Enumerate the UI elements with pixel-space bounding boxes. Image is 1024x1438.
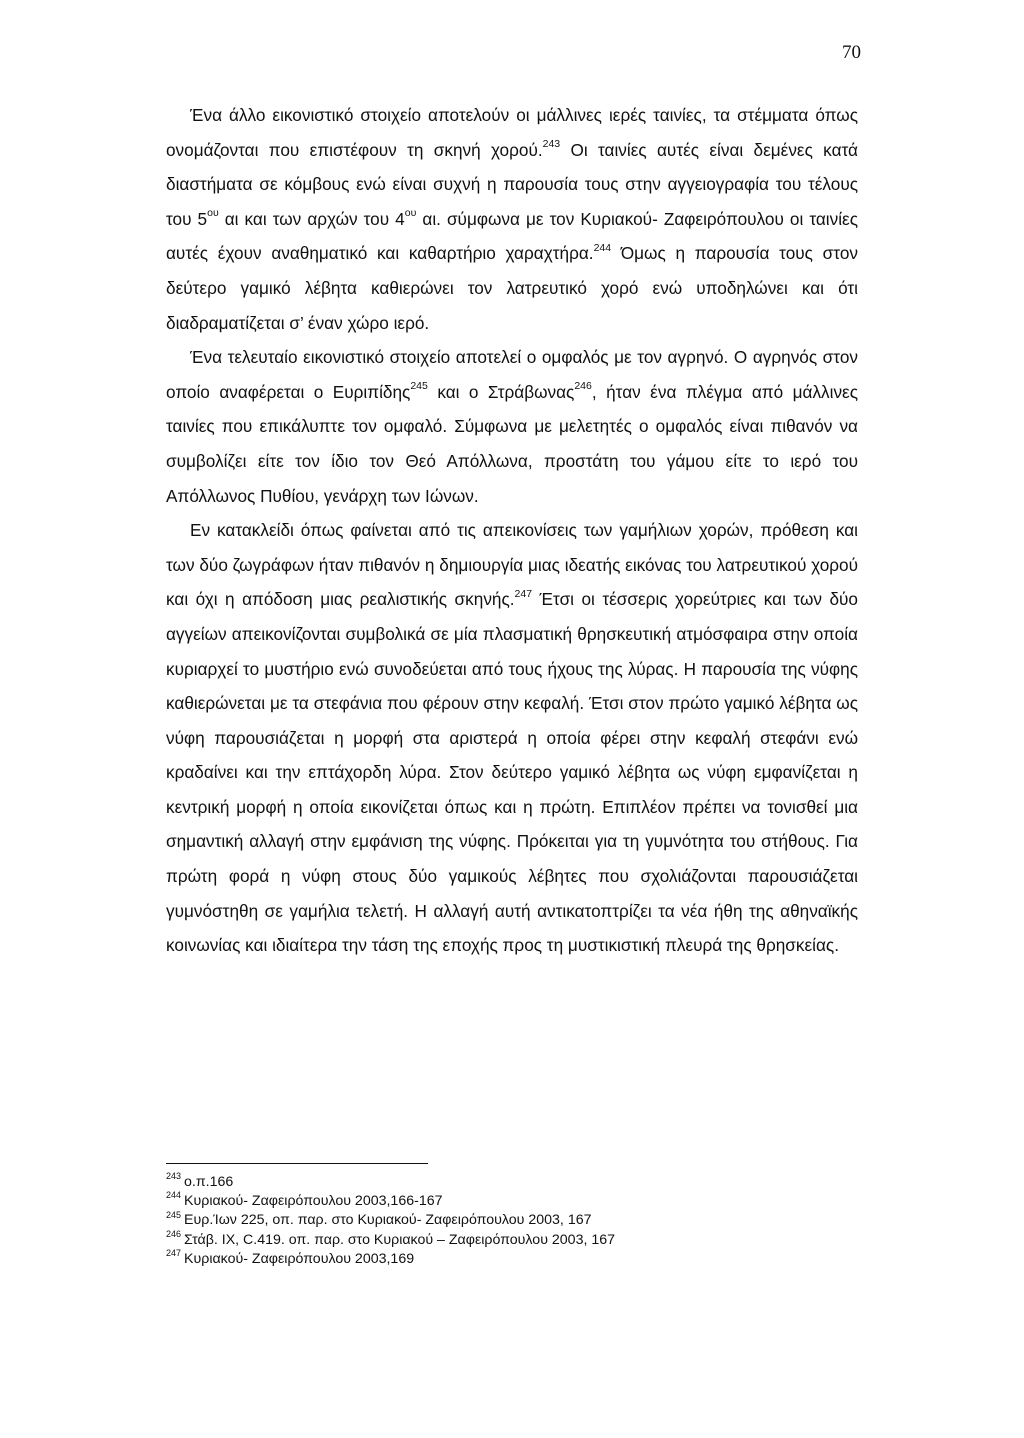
footnote-text: ο.π.166	[184, 1174, 234, 1190]
footnote	[166, 1192, 866, 1211]
footnote-ref[interactable]: 245	[410, 380, 428, 393]
footnote	[166, 1173, 866, 1192]
footnote-number: 243	[166, 1171, 182, 1182]
text-run: Έτσι οι τέσσερις χορεύτριες και των δύο αγγείων απεικονίζονται συμβολικά σε μία πλασματική θρησκευτική ατμόσφαιρα στην οποία κυριαρχεί το μυστήριο ενώ συνοδεύεται από τους ήχους της λύρας. Η παρουσία της νύφης καθιερώνεται με τα στεφάνια που φέρουν στην κεφαλή. Έτσι στον πρώτο γαμικό λέβητα ως νύφη παρουσιάζεται η μορφή στα αριστερά η οποία φέρει στην κεφαλή στεφάνι ενώ κραδαίνει και την επτάχορδη λύρα. Στον δεύτερο γαμικό λέβητα ως νύφη εμφανίζεται η κεντρική μορφή η οποία εικονίζεται όπως και η πρώτη. Επιπλέον πρέπει να τονισθεί μια σημαντική αλλαγή στην εμφάνιση της νύφης. Πρόκειται για τη γυμνότητα του στήθους. Για πρώτη φορά η νύφη στους δύο γαμικούς λέβητες που σχολιάζονται παρουσιάζεται γυμνόστηθη σε γαμήλια τελετή. Η αλλαγή αυτή αντικατοπτρίζει τα νέα ήθη της αθηναϊκής κοινωνίας και ιδιαίτερα την τάση της εποχής προς τη μυστικιστική πλευρά της θρησκείας.	[166, 589, 858, 956]
text-run: Εν κατακλείδι όπως φαίνεται από τις απεικονίσεις των γαμήλιων χορών, πρόθεση και των δύο ζωγράφων ήταν πιθανόν η δημιουργία μιας ιδεατής εικόνας του λατρευτικού χορού και όχι η απόδοση μιας ρεαλιστικής σκηνής.	[166, 520, 858, 610]
text-run: , ήταν ένα πλέγμα από μάλλινες ταινίες που επικάλυπτε τον ομφαλό. Σύμφωνα με μελετητές ο ομφαλός είναι πιθανόν να συμβολίζει είτε τον ίδιο τον Θεό Απόλλωνα, προστάτη του γάμου είτε το ιερό του Απόλλωνος Πυθίου, γενάρχη των Ιώνων.	[166, 381, 859, 506]
footnote	[166, 1228, 866, 1250]
footnote-number: 245	[166, 1209, 182, 1220]
text-run: και ο Στράβωνας	[427, 381, 575, 402]
text-run: Οι ταινίες αυτές είναι δεμένες κατά διαστήματα σε κόμβους ενώ είναι συχνή η παρουσία τους στην αγγειογραφία του τέλους του 5	[166, 139, 858, 229]
footnote-text: Στάβ. IX, C.419. οπ. παρ. στο Κυριακού – Ζαφειρόπουλου 2003, 167	[184, 1231, 616, 1248]
text-run: Ένα τελευταίο εικονιστικό στοιχείο αποτελεί ο ομφαλός με τον αγρηνό. Ο αγρηνός στον οποίο αναφέρεται ο Ευριπίδης	[166, 347, 858, 402]
page-number: 70	[842, 42, 861, 63]
text-run: Όμως η παρουσία τους στον δεύτερο γαμικό λέβητα καθιερώνει τον λατρευτικό χορό ενώ υποδηλώνει και ότι διαδραματίζεται σ’ έναν χώρο ιερό.	[166, 243, 858, 333]
footnote-ref[interactable]: 247	[514, 587, 533, 600]
footnote-number: 244	[166, 1190, 182, 1201]
footnote-text: Ευρ.Ίων 225, οπ. παρ. στο Κυριακού- Ζαφειρόπουλου 2003, 167	[184, 1212, 592, 1229]
footnotes	[166, 1173, 866, 1269]
footnote-text: Κυριακού- Ζαφειρόπουλου 2003,169	[184, 1250, 415, 1267]
footnote-ref[interactable]: 243	[542, 137, 561, 150]
paragraph	[166, 98, 858, 340]
paragraph	[166, 340, 858, 513]
footnote-ref[interactable]: 244	[593, 241, 612, 254]
superscript-ordinal: ου	[207, 207, 219, 220]
superscript-ordinal: ου	[404, 207, 417, 220]
paragraph	[166, 513, 858, 963]
body-text	[166, 98, 858, 963]
footnote-divider	[166, 1163, 428, 1164]
text-run: Ένα άλλο εικονιστικό στοιχείο αποτελούν οι μάλλινες ιερές ταινίες, τα στέμματα όπως ονομάζονται που επιστέφουν τη σκηνή χορού.	[166, 105, 858, 160]
footnote-number: 247	[166, 1248, 182, 1259]
text-run: αι και των αρχών του 4	[218, 208, 405, 229]
text-run: αι. σύμφωνα με τον Κυριακού- Ζαφειρόπουλου οι ταινίες αυτές έχουν αναθηματικό και καθαρτήριο χαραχτήρα.	[166, 208, 858, 264]
footnote	[166, 1211, 866, 1230]
footnote-text: Κυριακού- Ζαφειρόπουλου 2003,166-167	[184, 1193, 443, 1210]
footnote-number: 246	[166, 1228, 182, 1239]
footnote-ref[interactable]: 246	[574, 380, 592, 393]
footnote	[166, 1250, 866, 1269]
